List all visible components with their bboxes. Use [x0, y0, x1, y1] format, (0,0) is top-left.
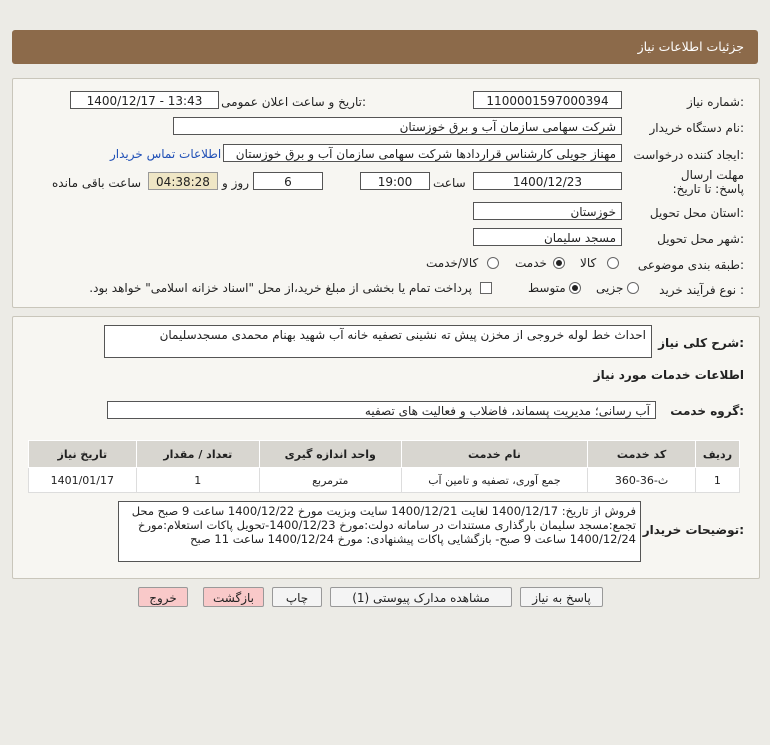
creator-label: ایجاد کننده درخواست: [633, 148, 744, 162]
buyer-org-label: نام دستگاه خریدار: [649, 121, 744, 135]
exit-button[interactable]: خروج [138, 587, 188, 607]
announce-field: 1400/12/17 - 13:43 [70, 91, 219, 109]
process-radio-medium[interactable] [569, 282, 581, 294]
cell-service-name: جمع آوری، تصفیه و تامین آب [401, 468, 588, 493]
cell-unit: مترمربع [260, 468, 402, 493]
col-header-code: کد خدمت [588, 441, 696, 468]
city-label: شهر محل تحویل: [657, 232, 744, 246]
col-header-row: ردیف [695, 441, 739, 468]
table-row [29, 468, 740, 493]
process-option-medium: متوسط [528, 281, 566, 295]
category-radio-goods-service[interactable] [487, 257, 499, 269]
buyer-notes-label: توضیحات خریدار: [642, 523, 744, 537]
treasury-payment-note: پرداخت تمام یا بخشی از مبلغ خرید،از محل "اسناد خزانه اسلامی" خواهد بود. [89, 281, 472, 295]
category-option-goods-service: کالا/خدمت [426, 256, 479, 270]
category-label: طبقه بندی موضوعی: [637, 258, 744, 272]
deadline-label: مهلت ارسال پاسخ: تا تاریخ: [672, 168, 744, 196]
days-field: 6 [253, 172, 323, 190]
buyer-contact-link[interactable]: اطلاعات تماس خریدار [110, 147, 222, 161]
col-header-name: نام خدمت [401, 441, 588, 468]
category-option-service: خدمت [515, 256, 547, 270]
need-number-label: شماره نیاز: [686, 95, 744, 109]
process-option-minor: جزیی [596, 281, 624, 295]
category-radio-service[interactable] [553, 257, 565, 269]
need-number-field: 1100001597000394 [473, 91, 622, 109]
buyer-notes-field: فروش از تاریخ: 1400/12/17 لغایت 1400/12/21 سایت وبزیت مورخ 1400/12/22 ساعت 9 صبح محل تجمع:مسجد سلیمان بارگذاری مستندات در سامانه دولت:مورخ 1400/12/23-تحویل پاکات استعلام:مورخ 1400/12/24 ساعت 9 صبح- بازگشایی پاکات پیشنهادی: مورخ 1400/12/24 ساعت 11 صبح [118, 501, 641, 562]
services-heading: اطلاعات خدمات مورد نیاز [593, 368, 744, 382]
deadline-time-label: ساعت [433, 176, 466, 190]
cell-service-code: ث-36-360 [588, 468, 696, 493]
deadline-time-field: 19:00 [360, 172, 430, 190]
view-attachments-button[interactable]: مشاهده مدارک پیوستی (1) [330, 587, 512, 607]
process-radio-minor[interactable] [627, 282, 639, 294]
cell-row-number: 1 [695, 468, 739, 493]
col-header-date: تاریخ نیاز [29, 441, 137, 468]
services-table [28, 440, 740, 493]
city-field: مسجد سلیمان [473, 228, 622, 246]
need-info-panel [12, 78, 760, 308]
category-radio-goods[interactable] [607, 257, 619, 269]
treasury-payment-checkbox[interactable] [480, 282, 492, 294]
days-label: روز و [222, 176, 249, 190]
process-label: نوع فرآیند خرید : [659, 283, 744, 297]
cell-need-date: 1401/01/17 [29, 468, 137, 493]
page-title: جزئیات اطلاعات نیاز [637, 39, 744, 54]
service-group-label: گروه خدمت: [670, 404, 744, 418]
remaining-label: ساعت باقی مانده [52, 176, 142, 190]
reply-button[interactable]: پاسخ به نیاز [520, 587, 603, 607]
province-label: استان محل تحویل: [649, 206, 744, 220]
summary-field: احداث خط لوله خروجی از مخزن پیش ته نشینی تصفیه خانه آب شهید بهنام محمدی مسجدسلیمان [104, 325, 652, 358]
summary-label: شرح کلی نیاز: [658, 336, 744, 350]
announce-label: تاریخ و ساعت اعلان عمومی: [221, 95, 366, 109]
buyer-org-field: شرکت سهامی سازمان آب و برق خوزستان [173, 117, 622, 135]
col-header-quantity: تعداد / مقدار [136, 441, 259, 468]
col-header-unit: واحد اندازه گیری [260, 441, 402, 468]
category-option-goods: کالا [580, 256, 597, 270]
back-button[interactable]: بازگشت [203, 587, 264, 607]
page-header [12, 30, 758, 64]
deadline-date-field: 1400/12/23 [473, 172, 622, 190]
creator-field: مهناز جویلی کارشناس قراردادها شرکت سهامی سازمان آب و برق خوزستان [223, 144, 622, 162]
print-button[interactable]: چاپ [272, 587, 322, 607]
remaining-time-field: 04:38:28 [148, 172, 218, 190]
province-field: خوزستان [473, 202, 622, 220]
service-group-field: آب رسانی؛ مدیریت پسماند، فاضلاب و فعالیت های تصفیه [107, 401, 656, 419]
cell-quantity: 1 [136, 468, 259, 493]
